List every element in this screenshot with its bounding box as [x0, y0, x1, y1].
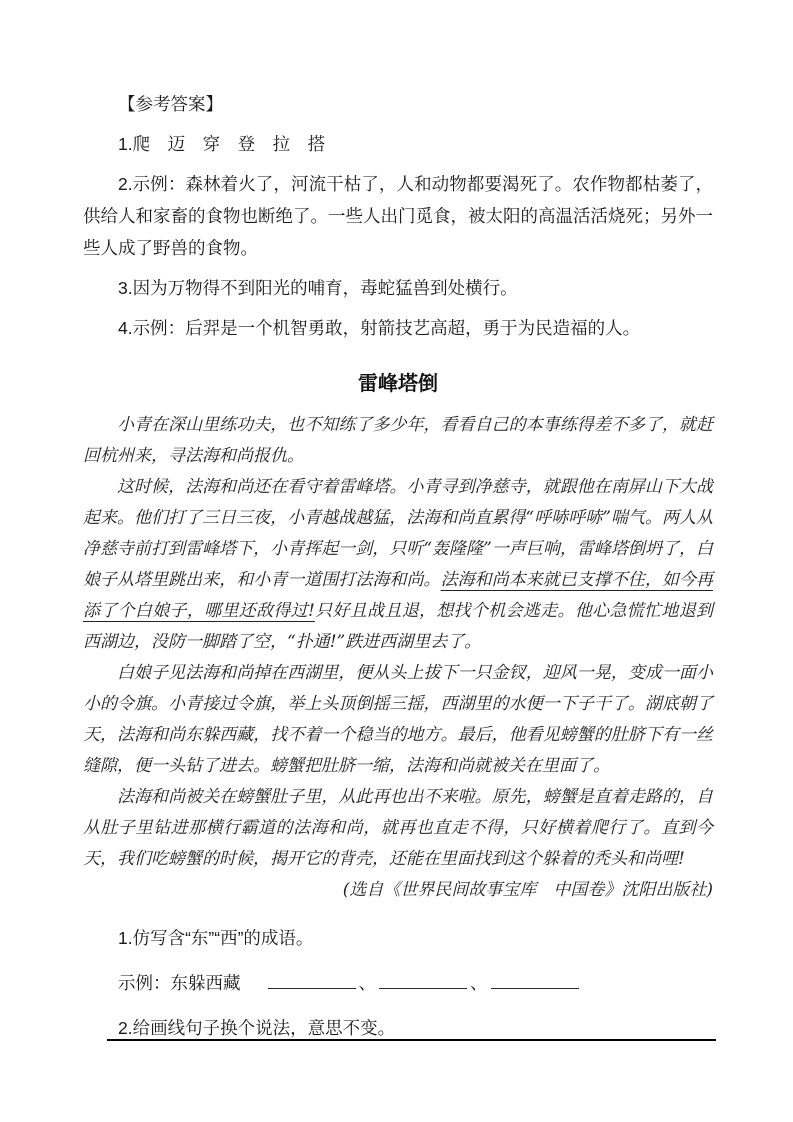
answer-item-2: 2.示例：森林着火了，河流干枯了，人和动物都要渴死了。农作物都枯萎了，供给人和家畜的食物也断绝了。一些人出门觅食，被太阳的高温活活烧死；另外一些人成了野兽的食物。	[83, 174, 713, 258]
answers-header: 【参考答案】	[118, 94, 223, 114]
story-paragraph-3: 白娘子见法海和尚掉在西湖里，便从头上拔下一只金钗，迎风一晃，变成一面小小的令旗。小青接过令旗，举上头顶倒摇三摇，西湖里的水便一下子干了。湖底朝了天，法海和尚东躲西藏，找不着一个稳当的地方。最后，他看见螃蟹的肚脐下有一丝缝隙，便一头钻了进去。螃蟹把肚脐一缩，法海和尚就被关在里面了。	[83, 663, 713, 776]
questions-section	[83, 922, 713, 1044]
story-title: 雷峰塔倒	[358, 373, 438, 395]
story-paragraph-4: 法海和尚被关在螃蟹肚子里，从此再也出不来啦。原先，螃蟹是直着走路的，自从肚子里钻进那横行霸道的法海和尚，就再也直走不得，只好横着爬行了。直到今天，我们吃螃蟹的时候，揭开它的背壳，还能在里面找到这个躲着的秃头和尚哩!	[83, 787, 713, 869]
answer-blank-1	[268, 973, 356, 989]
story-body	[83, 410, 713, 906]
question-2: 2.给画线句子换个说法，意思不变。	[118, 1018, 396, 1038]
answer-blank-2	[379, 973, 467, 989]
blank-separator: 、	[470, 973, 488, 993]
answer-blank-3	[491, 973, 579, 989]
story-paragraph-2-post: 只好且战且退，想找个机会逃走。他心急慌忙地退到西湖边，没防一脚踏了空，“扑通!”跌进西湖里去了。	[83, 601, 714, 652]
answer-item-1: 1.爬 迈 穿 登 拉 搭	[118, 134, 326, 154]
example-label: 示例：东躲西藏	[118, 973, 241, 993]
blank-separator: 、	[358, 973, 376, 993]
example-line	[83, 967, 713, 999]
answers-section	[83, 88, 713, 344]
answer-item-4: 4.示例：后羿是一个机智勇敢，射箭技艺高超，勇于为民造福的人。	[118, 318, 641, 338]
source-attribution: (选自《世界民间故事宝库 中国卷》沈阳出版社)	[342, 880, 713, 900]
question-1: 1.仿写含“东”“西”的成语。	[118, 928, 314, 948]
story-paragraph-1: 小青在深山里练功夫，也不知练了多少年，看看自己的本事练得差不多了，就赶回杭州来，寻法海和尚报仇。	[83, 415, 713, 466]
underlined-sentence: 法海和尚本来就已支撑不住，如今再添了个白娘子，哪里还敌得过!	[83, 570, 714, 621]
story-paragraph-2-pre: 这时候，法海和尚还在看守着雷峰塔。小青寻到净慈寺，就跟他在南屏山下大战起来。他们打了三日三夜，小青越战越猛，法海和尚直累得“呼哧呼哧”喘气。两人从净慈寺前打到雷峰塔下，小青挥起一剑，只听“轰隆隆”一声巨响，雷峰塔倒坍了，白娘子从塔里跳出来，和小青一道围打法海和尚。	[83, 477, 713, 590]
answer-item-3: 3.因为万物得不到阳光的哺育，毒蛇猛兽到处横行。	[118, 278, 518, 298]
story-paragraph-2	[83, 472, 713, 658]
footer-divider	[107, 1039, 716, 1041]
